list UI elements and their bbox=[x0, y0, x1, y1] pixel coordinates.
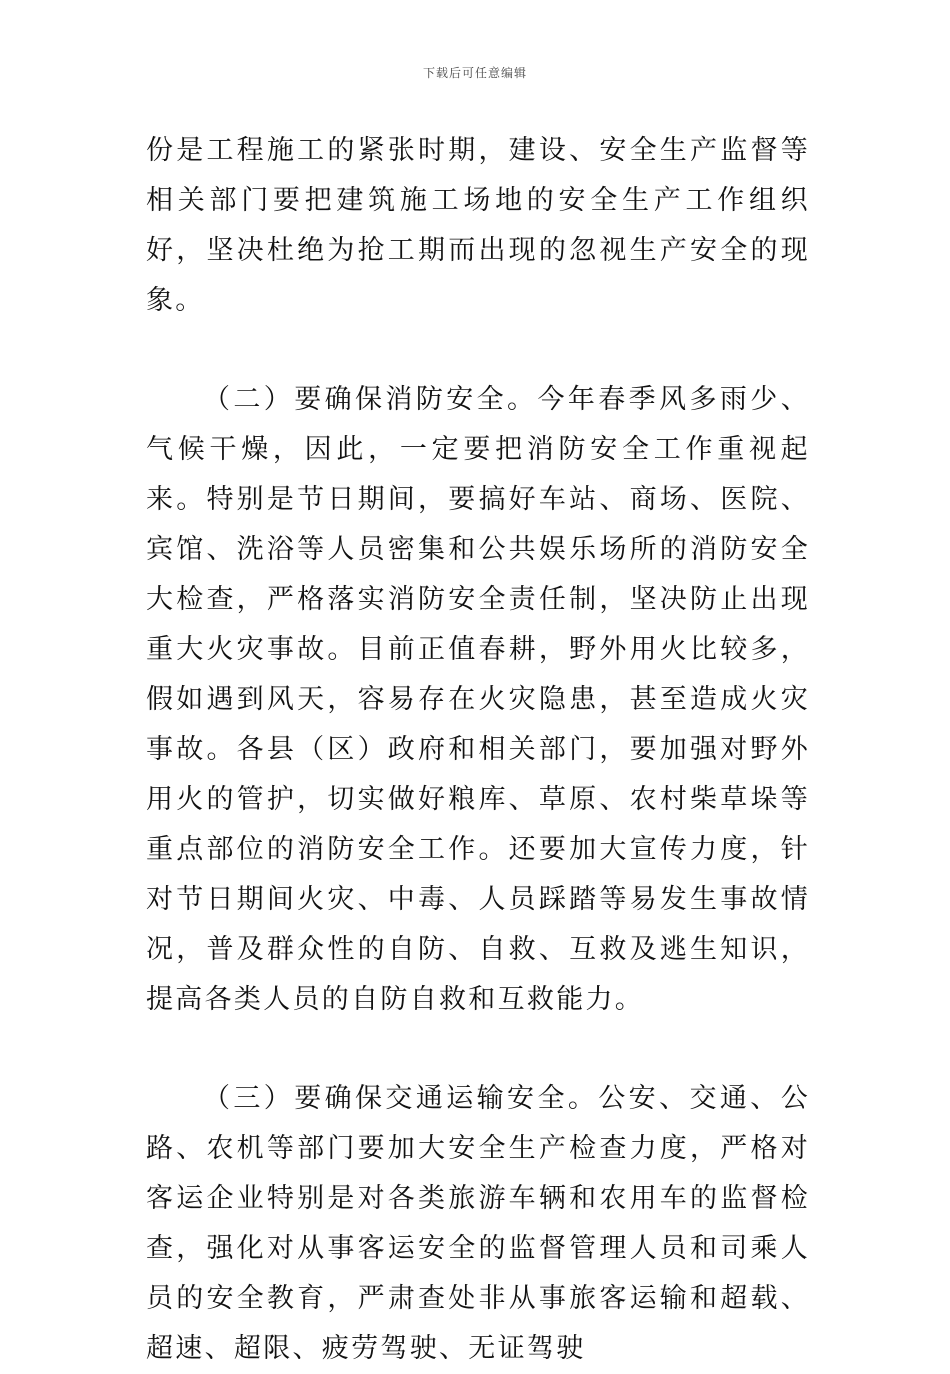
page-header-note: 下载后可任意编辑 bbox=[422, 66, 527, 80]
paragraph-traffic-safety: （三）要确保交通运输安全。公安、交通、公路、农机等部门要加大安全生产检查力度，严格对客运企业特别是对各类旅游车辆和农用车的监督检查，强化对从事客运安全的监督管理人员和司乘人员的安全教育，严肃查处非从事旅客运输和超载、超速、超限、疲劳驾驶、无证驾驶 bbox=[146, 1083, 810, 1364]
paragraph-gap bbox=[146, 1025, 810, 1074]
paragraph-gap bbox=[146, 326, 810, 375]
paragraph-fire-safety: （二）要确保消防安全。今年春季风多雨少、气候干燥，因此，一定要把消防安全工作重视起来。特别是节日期间，要搞好车站、商场、医院、宾馆、洗浴等人员密集和公共娱乐场所的消防安全大检查，严格落实消防安全责任制，坚决防止出现重大火灾事故。目前正值春耕，野外用火比较多，假如遇到风天，容易存在火灾隐患，甚至造成火灾事故。各县（区）政府和相关部门，要加强对野外用火的管护，切实做好粮库、草原、农村柴草垛等重点部位的消防安全工作。还要加大宣传力度，针对节日期间火灾、中毒、人员踩踏等易发生事故情况，普及群众性的自防、自救、互救及逃生知识，提高各类人员的自防自救和互救能力。 bbox=[146, 384, 810, 1015]
document-body bbox=[146, 126, 810, 1374]
paragraph-continuation: 份是工程施工的紧张时期，建设、安全生产监督等相关部门要把建筑施工场地的安全生产工作组织好，坚决杜绝为抢工期而出现的忽视生产安全的现象。 bbox=[146, 135, 810, 316]
